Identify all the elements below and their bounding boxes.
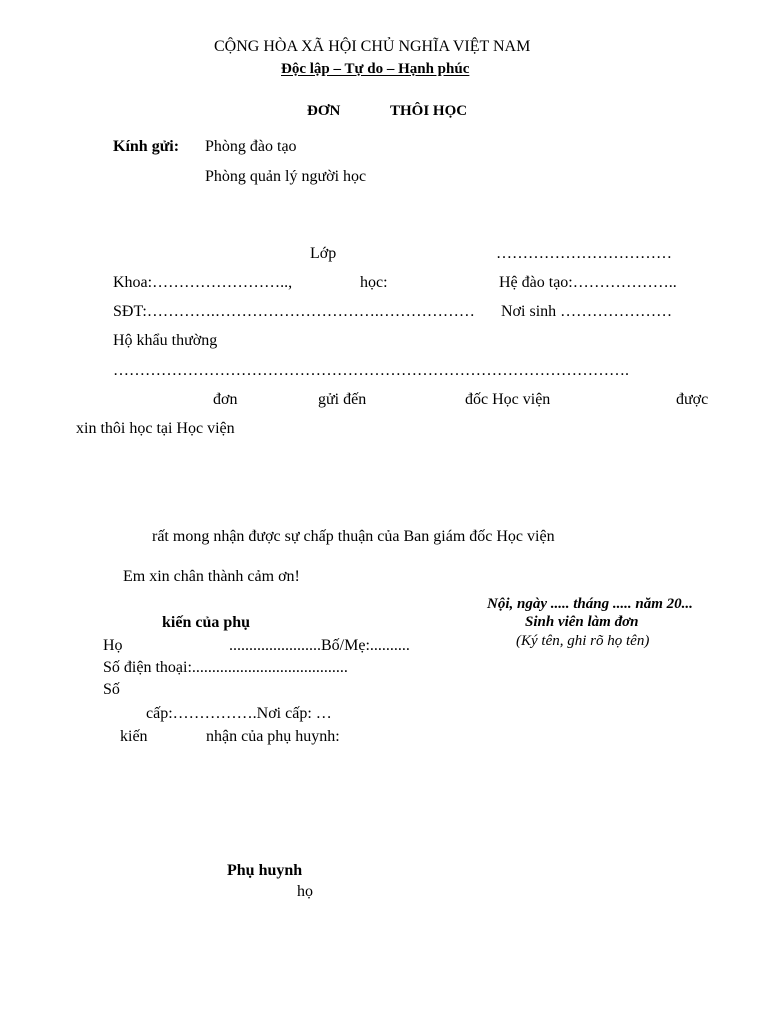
country-name: CỘNG HÒA XÃ HỘI CHỦ NGHĨA VIỆT NAM [214, 38, 531, 55]
recipient-training-office: Phòng đào tạo [205, 138, 297, 155]
signature-note: (Ký tên, ghi rõ họ tên) [516, 633, 650, 649]
birthplace-field: Nơi sinh ………………… [501, 303, 673, 320]
motto [281, 62, 469, 77]
parent-id-label: Số [103, 681, 120, 698]
body-word-duoc: được [676, 391, 709, 408]
signature-role: Sinh viên làm đơn [525, 614, 639, 630]
parent-signer-label: Phụ huynh [227, 862, 303, 879]
class-label: Lớp [310, 245, 337, 262]
parent-name-label: Họ [103, 637, 123, 654]
body-line-2: xin thôi học tại Học viện [76, 420, 235, 437]
phone-field: SĐT:………….………………………….……………… [113, 303, 475, 320]
parent-signer-sub: họ [297, 883, 313, 900]
class-dots: …………………………… [496, 245, 672, 262]
training-system-field: Hệ đào tạo:……………….. [499, 274, 677, 291]
parent-id-issue-field: cấp:…………….Nơi cấp: … [146, 705, 332, 722]
recipient-student-office: Phòng quản lý người học [205, 168, 367, 185]
residence-dots: ……………………………………………………………………………………. [113, 362, 629, 379]
parent-opinion-label: kiến [120, 728, 148, 745]
thanks-sentence: Em xin chân thành cảm ơn! [123, 568, 300, 585]
request-sentence: rất mong nhận được sự chấp thuận của Ban giám đốc Học viện [152, 528, 555, 545]
parent-phone-field: Số điện thoại:....................................... [103, 659, 348, 676]
recipient-label: Kính gửi: [113, 138, 180, 155]
body-word-don: đơn [213, 391, 238, 408]
parent-opinion-text: nhận của phụ huynh: [206, 728, 340, 745]
signature-date: Nội, ngày ..... tháng ..... năm 20... [487, 596, 693, 612]
faculty-field: Khoa:…………………….., [113, 274, 293, 291]
parent-name-field: .......................Bố/Mẹ:.......... [229, 637, 410, 654]
body-word-director: đốc Học viện [465, 391, 551, 408]
body-word-gui-den: gửi đến [318, 391, 367, 408]
course-label: học: [360, 274, 388, 291]
parent-section-heading: kiến của phụ [162, 614, 251, 631]
title-word-thoi-hoc: THÔI HỌC [390, 103, 468, 119]
residence-label: Hộ khẩu thường [113, 332, 218, 349]
motto-text: Độc lập – Tự do – Hạnh phúc [281, 61, 470, 77]
title-word-don: ĐƠN [307, 103, 341, 119]
